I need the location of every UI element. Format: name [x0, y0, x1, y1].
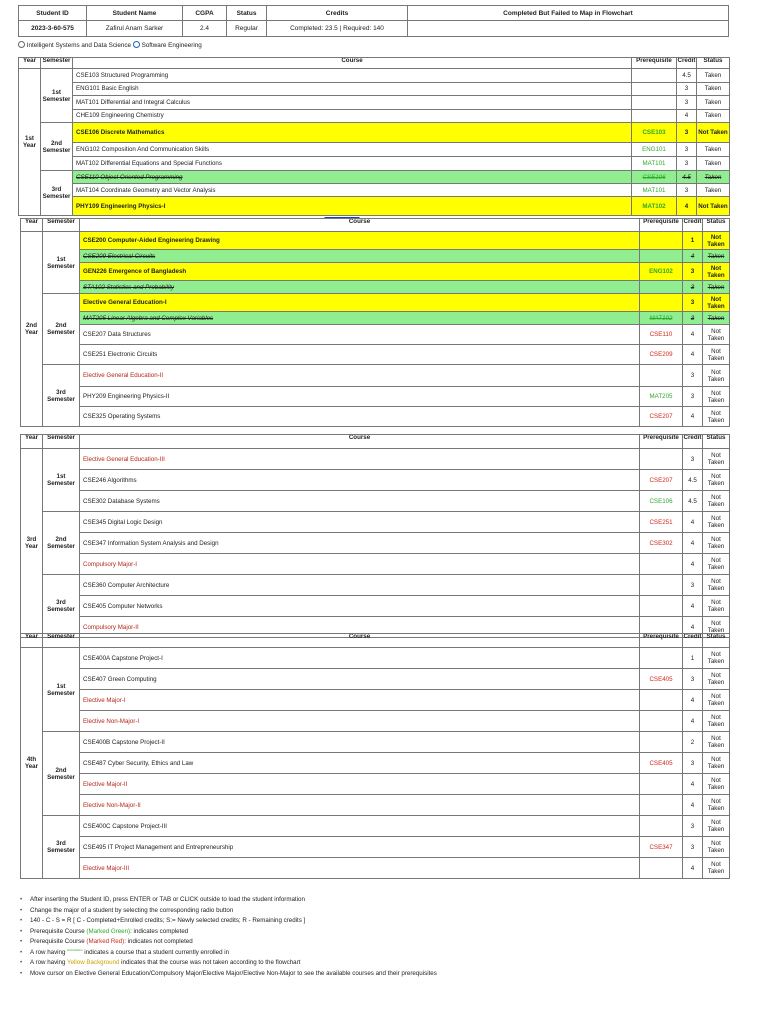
- prerequisite-cell: [640, 250, 683, 263]
- course-row: [21, 512, 730, 533]
- major-label-isds: Intelligent Systems and Data Science: [26, 42, 132, 49]
- prerequisite-cell: CSE207: [640, 407, 683, 427]
- prerequisite-cell: ENG102: [640, 263, 683, 281]
- student-info-row: [19, 21, 729, 37]
- note-text: After inserting the Student ID, press ENTER or TAB or CLICK outside to load the student information: [30, 896, 305, 903]
- status-cell: Not Taken: [703, 711, 730, 732]
- course-header: Course: [80, 634, 640, 648]
- course-name: CSE345 Digital Logic Design: [80, 512, 640, 533]
- prerequisite-cell: [632, 109, 677, 123]
- note-text: Change the major of a student by selecting the corresponding radio button: [30, 906, 234, 914]
- credit-cell: 4: [683, 795, 703, 816]
- note-text: Prerequisite Course: [30, 938, 87, 945]
- note-item: [30, 916, 437, 927]
- status-cell: Not Taken: [703, 533, 730, 554]
- credit-cell: 3: [683, 294, 703, 312]
- course-row: [21, 648, 730, 669]
- note-text: (Marked Red): [86, 938, 125, 945]
- year-table-header: [19, 58, 730, 69]
- course-row: [21, 554, 730, 575]
- status-value: Regular: [227, 21, 267, 37]
- credit-cell: 4: [683, 690, 703, 711]
- status-cell: Taken: [697, 143, 730, 157]
- prerequisite-cell: [632, 82, 677, 96]
- course-row: [21, 294, 730, 312]
- status-cell: Not Taken: [703, 858, 730, 879]
- course-row: [21, 312, 730, 325]
- prerequisite-cell: CSE405: [640, 753, 683, 774]
- course-row: [19, 109, 730, 123]
- cgpa-value: 2.4: [183, 21, 227, 37]
- year-table: [20, 434, 730, 638]
- credit-cell: 3: [677, 123, 697, 143]
- course-name: CSE251 Electronic Circuits: [80, 345, 640, 365]
- credit-cell: 4: [683, 617, 703, 638]
- credit-cell: 4: [683, 325, 703, 345]
- notes-section: [20, 895, 437, 979]
- semester-label: 1st Semester: [43, 648, 80, 732]
- status-cell: Not Taken: [703, 407, 730, 427]
- course-name: CSE110 Object Oriented Programming: [73, 171, 632, 184]
- note-text: Move cursor on Elective General Education/Compulsory Major/Elective Major/Elective Non-Major to see the available courses and their prerequisites: [30, 969, 437, 977]
- note-text: indicates a course that a student currently enrolled in: [82, 948, 230, 956]
- course-row: [21, 669, 730, 690]
- semester-label: 1st Semester: [41, 69, 73, 123]
- status-column-header: Status: [703, 435, 730, 449]
- course-name: MAT101 Differential and Integral Calculus: [73, 96, 632, 110]
- course-name: CSE106 Discrete Mathematics: [73, 123, 632, 143]
- year-table: [20, 218, 730, 427]
- course-name: CSE495 IT Project Management and Entrepreneurship: [80, 837, 640, 858]
- prerequisite-cell: [640, 816, 683, 837]
- note-text: 140 - C - S = R [ C - Completed+Enrolled credits; S:= Newly selected credits; R - Remaining credits ]: [30, 917, 306, 924]
- credit-cell: 3: [677, 157, 697, 171]
- note-text: indicates that the course was not taken according to the flowchart: [119, 959, 301, 966]
- note-item: [30, 948, 437, 959]
- year-header: Year: [21, 634, 43, 648]
- note-item: [30, 969, 437, 980]
- elective-course-cell[interactable]: Elective Non-Major-II: [80, 795, 640, 816]
- semester-label: 2nd Semester: [43, 294, 80, 365]
- prerequisite-cell: CSE347: [640, 837, 683, 858]
- credits-header: Credits: [267, 6, 408, 21]
- course-name: STA102 Statistics and Probability: [80, 281, 640, 294]
- prerequisite-cell: CSE106: [640, 491, 683, 512]
- prerequisite-cell: [640, 648, 683, 669]
- course-name: CSE407 Green Computing: [80, 669, 640, 690]
- course-name: CSE360 Computer Architecture: [80, 575, 640, 596]
- course-row: [21, 281, 730, 294]
- course-name: PHY109 Engineering Physics-I: [73, 197, 632, 216]
- note-item: [30, 927, 437, 938]
- course-header: Course: [80, 219, 640, 232]
- credit-cell: 4: [683, 250, 703, 263]
- student-info-table: [18, 5, 729, 37]
- course-row: [21, 795, 730, 816]
- note-item: [30, 958, 437, 969]
- status-cell: Not Taken: [703, 753, 730, 774]
- prerequisite-cell: MAT101: [632, 157, 677, 171]
- course-name: CSE302 Database Systems: [80, 491, 640, 512]
- credit-cell: 3: [683, 837, 703, 858]
- course-name: CSE103 Structured Programming: [73, 69, 632, 83]
- credit-cell: 3: [683, 449, 703, 470]
- semester-label: 2nd Semester: [43, 512, 80, 575]
- prerequisite-header: Prerequisite: [640, 219, 683, 232]
- course-row: [21, 387, 730, 407]
- course-name: CSE325 Operating Systems: [80, 407, 640, 427]
- status-cell: Taken: [697, 184, 730, 197]
- major-radio-se[interactable]: [133, 41, 140, 48]
- status-cell: Not Taken: [703, 575, 730, 596]
- year-table-header: [21, 219, 730, 232]
- course-row: [21, 232, 730, 250]
- year-header: Year: [21, 219, 43, 232]
- credit-cell: 1: [683, 648, 703, 669]
- elective-course-cell[interactable]: Elective Major-II: [80, 774, 640, 795]
- prerequisite-cell: MAT102: [640, 312, 683, 325]
- credit-cell: 3: [677, 82, 697, 96]
- status-cell: Not Taken: [703, 491, 730, 512]
- status-column-header: Status: [697, 58, 730, 69]
- note-text: A row having: [30, 959, 68, 966]
- semester-label: 3rd Semester: [43, 575, 80, 638]
- course-name: CSE246 Algorithms: [80, 470, 640, 491]
- status-cell: Taken: [697, 82, 730, 96]
- status-cell: Not Taken: [703, 690, 730, 711]
- prerequisite-cell: CSE251: [640, 512, 683, 533]
- student-name-value: Zafirul Anam Sarker: [87, 21, 183, 37]
- credit-cell: 4.5: [677, 171, 697, 184]
- prerequisite-cell: [640, 232, 683, 250]
- course-name: CSE347 Information System Analysis and Design: [80, 533, 640, 554]
- credit-cell: 3: [683, 387, 703, 407]
- credit-cell: 4: [683, 533, 703, 554]
- course-row: [19, 82, 730, 96]
- unmapped-value: [408, 21, 729, 37]
- course-row: [21, 732, 730, 753]
- credit-cell: 4: [683, 596, 703, 617]
- semester-label: 2nd Semester: [41, 123, 73, 171]
- course-name: CSE400C Capstone Project-III: [80, 816, 640, 837]
- credit-cell: 3: [677, 143, 697, 157]
- prerequisite-cell: [640, 449, 683, 470]
- status-cell: Not Taken: [703, 294, 730, 312]
- status-cell: Not Taken: [703, 554, 730, 575]
- prerequisite-cell: [640, 294, 683, 312]
- status-cell: Not Taken: [703, 816, 730, 837]
- course-row: [21, 837, 730, 858]
- course-name: MAT102 Differential Equations and Special Functions: [73, 157, 632, 171]
- semester-label: 1st Semester: [43, 449, 80, 512]
- status-cell: Not Taken: [703, 470, 730, 491]
- status-cell: Not Taken: [703, 345, 730, 365]
- prerequisite-header: Prerequisite: [640, 634, 683, 648]
- prerequisite-cell: MAT205: [640, 387, 683, 407]
- credit-cell: 3: [683, 281, 703, 294]
- course-name: MAT205 Linear Algebra and Complex Variables: [80, 312, 640, 325]
- course-row: [21, 263, 730, 281]
- student-name-header: Student Name: [87, 6, 183, 21]
- semester-header: Semester: [43, 634, 80, 648]
- status-cell: Not Taken: [703, 387, 730, 407]
- note-item: [30, 937, 437, 948]
- elective-course-cell[interactable]: Elective General Education-III: [80, 449, 640, 470]
- prerequisite-header: Prerequisite: [632, 58, 677, 69]
- status-column-header: Status: [703, 219, 730, 232]
- course-name: GEN226 Emergence of Bangladesh: [80, 263, 640, 281]
- course-row: [21, 407, 730, 427]
- prerequisite-cell: [640, 795, 683, 816]
- elective-course-cell[interactable]: Elective Major-III: [80, 858, 640, 879]
- course-row: [21, 774, 730, 795]
- credit-cell: 1: [683, 232, 703, 250]
- note-text: Yellow Background: [67, 959, 120, 966]
- course-row: [21, 690, 730, 711]
- semester-label: 3rd Semester: [43, 365, 80, 427]
- status-cell: Taken: [697, 96, 730, 110]
- note-item: [30, 895, 437, 906]
- credit-cell: 4.5: [683, 470, 703, 491]
- credit-cell: 3: [683, 365, 703, 387]
- year-table: [20, 633, 730, 879]
- status-cell: Not Taken: [697, 197, 730, 216]
- note-item: [30, 906, 437, 917]
- prerequisite-cell: CSE110: [640, 325, 683, 345]
- prerequisite-cell: [640, 711, 683, 732]
- elective-course-cell[interactable]: Compulsory Major-II: [80, 617, 640, 638]
- status-cell: Taken: [703, 312, 730, 325]
- prerequisite-cell: CSE405: [640, 669, 683, 690]
- major-label-se: Software Engineering: [141, 42, 202, 49]
- year-table-header: [21, 634, 730, 648]
- year-label: 4th Year: [21, 648, 43, 879]
- course-header: Course: [73, 58, 632, 69]
- course-name: CHE109 Engineering Chemistry: [73, 109, 632, 123]
- status-cell: Taken: [697, 109, 730, 123]
- credit-cell: 4: [683, 345, 703, 365]
- elective-course-cell[interactable]: Elective Major-I: [80, 690, 640, 711]
- course-name: CSE209 Electrical Circuits: [80, 250, 640, 263]
- credit-cell: 3: [683, 816, 703, 837]
- status-cell: Not Taken: [703, 774, 730, 795]
- course-row: [19, 69, 730, 83]
- prerequisite-header: Prerequisite: [640, 435, 683, 449]
- credit-cell: 3: [677, 96, 697, 110]
- status-cell: Not Taken: [703, 732, 730, 753]
- status-cell: Not Taken: [703, 325, 730, 345]
- semester-label: 3rd Semester: [41, 171, 73, 216]
- course-row: [21, 711, 730, 732]
- status-cell: Not Taken: [703, 795, 730, 816]
- course-row: [21, 365, 730, 387]
- year-label: 3rd Year: [21, 449, 43, 638]
- course-name: CSE400A Capstone Project-I: [80, 648, 640, 669]
- course-name: CSE487 Cyber Security, Ethics and Law: [80, 753, 640, 774]
- credit-cell: 3: [683, 575, 703, 596]
- course-row: [21, 753, 730, 774]
- course-row: [19, 171, 730, 184]
- year-header: Year: [21, 435, 43, 449]
- status-cell: Not Taken: [703, 365, 730, 387]
- course-header: Course: [80, 435, 640, 449]
- course-row: [19, 184, 730, 197]
- course-name: CSE405 Computer Networks: [80, 596, 640, 617]
- prerequisite-cell: [640, 596, 683, 617]
- prerequisite-cell: [640, 858, 683, 879]
- status-cell: Not Taken: [703, 512, 730, 533]
- course-row: [21, 575, 730, 596]
- status-cell: Taken: [703, 281, 730, 294]
- course-row: [21, 816, 730, 837]
- credit-cell: 3: [683, 669, 703, 690]
- credit-cell: 4: [683, 512, 703, 533]
- cgpa-header: CGPA: [183, 6, 227, 21]
- status-cell: Not Taken: [703, 648, 730, 669]
- status-header: Status: [227, 6, 267, 21]
- year-header: Year: [19, 58, 41, 69]
- prerequisite-cell: ENG101: [632, 143, 677, 157]
- major-radio-isds[interactable]: [18, 41, 25, 48]
- elective-course-cell[interactable]: Elective General Education-I: [80, 294, 640, 312]
- credit-header: Credit: [683, 435, 703, 449]
- note-text: : indicates not completed: [124, 938, 193, 945]
- credit-cell: 2: [683, 732, 703, 753]
- credit-cell: 4: [683, 711, 703, 732]
- prerequisite-cell: [640, 554, 683, 575]
- elective-course-cell[interactable]: Compulsory Major-I: [80, 554, 640, 575]
- year-table-header: [21, 435, 730, 449]
- status-cell: Not Taken: [697, 123, 730, 143]
- prerequisite-cell: CSE209: [640, 345, 683, 365]
- prerequisite-cell: MAT101: [632, 184, 677, 197]
- credit-cell: 4: [683, 407, 703, 427]
- prerequisite-cell: [640, 575, 683, 596]
- course-row: [21, 325, 730, 345]
- prerequisite-cell: CSE106: [632, 171, 677, 184]
- credit-cell: 4: [677, 197, 697, 216]
- credit-cell: 3: [677, 184, 697, 197]
- semester-label: 2nd Semester: [43, 732, 80, 816]
- student-id-field[interactable]: 2023-3-60-575: [19, 21, 87, 37]
- major-selector: [18, 41, 202, 50]
- status-cell: Taken: [697, 69, 730, 83]
- credit-cell: 3: [683, 263, 703, 281]
- elective-course-cell[interactable]: Elective General Education-II: [80, 365, 640, 387]
- credit-cell: 4.5: [677, 69, 697, 83]
- semester-header: Semester: [43, 219, 80, 232]
- prerequisite-cell: [640, 774, 683, 795]
- status-cell: Not Taken: [703, 263, 730, 281]
- prerequisite-cell: [640, 365, 683, 387]
- elective-course-cell[interactable]: Elective Non-Major-I: [80, 711, 640, 732]
- semester-header: Semester: [41, 58, 73, 69]
- status-cell: Taken: [697, 171, 730, 184]
- course-row: [19, 143, 730, 157]
- unmapped-header: Completed But Failed to Map in Flowchart: [408, 6, 729, 21]
- credit-cell: 4: [683, 774, 703, 795]
- credit-header: Credit: [677, 58, 697, 69]
- credit-cell: 3: [683, 753, 703, 774]
- credit-cell: 3: [683, 312, 703, 325]
- prerequisite-cell: MAT102: [632, 197, 677, 216]
- status-cell: Not Taken: [703, 669, 730, 690]
- semester-label: 1st Semester: [43, 232, 80, 294]
- semester-header: Semester: [43, 435, 80, 449]
- credits-value: Completed: 23.5 | Required: 140: [267, 21, 408, 37]
- status-cell: Not Taken: [703, 596, 730, 617]
- course-row: [21, 470, 730, 491]
- course-row: [19, 96, 730, 110]
- course-name: CSE400B Capstone Project-II: [80, 732, 640, 753]
- note-text: """"""": [67, 948, 83, 956]
- credit-cell: 4: [683, 858, 703, 879]
- credit-cell: 4: [677, 109, 697, 123]
- course-name: ENG101 Basic English: [73, 82, 632, 96]
- note-text: : indicates completed: [130, 927, 189, 935]
- student-info-header: [19, 6, 729, 21]
- note-text: (Marked Green): [86, 927, 131, 935]
- course-name: CSE200 Computer-Aided Engineering Drawing: [80, 232, 640, 250]
- student-id-header: Student ID: [19, 6, 87, 21]
- prerequisite-cell: CSE103: [632, 123, 677, 143]
- status-cell: Taken: [697, 157, 730, 171]
- prerequisite-cell: [640, 281, 683, 294]
- course-row: [21, 250, 730, 263]
- year-label: 1st Year: [19, 69, 41, 216]
- prerequisite-cell: [632, 69, 677, 83]
- semester-label: 3rd Semester: [43, 816, 80, 879]
- course-row: [21, 491, 730, 512]
- course-name: MAT104 Coordinate Geometry and Vector Analysis: [73, 184, 632, 197]
- course-row: [21, 858, 730, 879]
- course-row: [21, 596, 730, 617]
- year-table: [18, 57, 730, 216]
- note-text: A row having: [30, 948, 68, 956]
- credit-header: Credit: [683, 219, 703, 232]
- status-cell: Not Taken: [703, 617, 730, 638]
- year-label: 2nd Year: [21, 232, 43, 427]
- prerequisite-cell: CSE207: [640, 470, 683, 491]
- course-name: CSE207 Data Structures: [80, 325, 640, 345]
- course-row: [19, 123, 730, 143]
- status-cell: Taken: [703, 250, 730, 263]
- course-row: [21, 345, 730, 365]
- credit-cell: 4: [683, 554, 703, 575]
- course-row: [21, 449, 730, 470]
- prerequisite-cell: [640, 732, 683, 753]
- course-name: ENG102 Composition And Communication Skills: [73, 143, 632, 157]
- course-row: [19, 157, 730, 171]
- credit-cell: 4.5: [683, 491, 703, 512]
- prerequisite-cell: CSE302: [640, 533, 683, 554]
- prerequisite-cell: [632, 96, 677, 110]
- course-name: PHY209 Engineering Physics-II: [80, 387, 640, 407]
- note-text: Prerequisite Course: [30, 927, 87, 935]
- course-row: [19, 197, 730, 216]
- status-cell: Not Taken: [703, 449, 730, 470]
- prerequisite-cell: [640, 690, 683, 711]
- status-column-header: Status: [703, 634, 730, 648]
- status-cell: Not Taken: [703, 837, 730, 858]
- credit-header: Credit: [683, 634, 703, 648]
- status-cell: Not Taken: [703, 232, 730, 250]
- course-row: [21, 533, 730, 554]
